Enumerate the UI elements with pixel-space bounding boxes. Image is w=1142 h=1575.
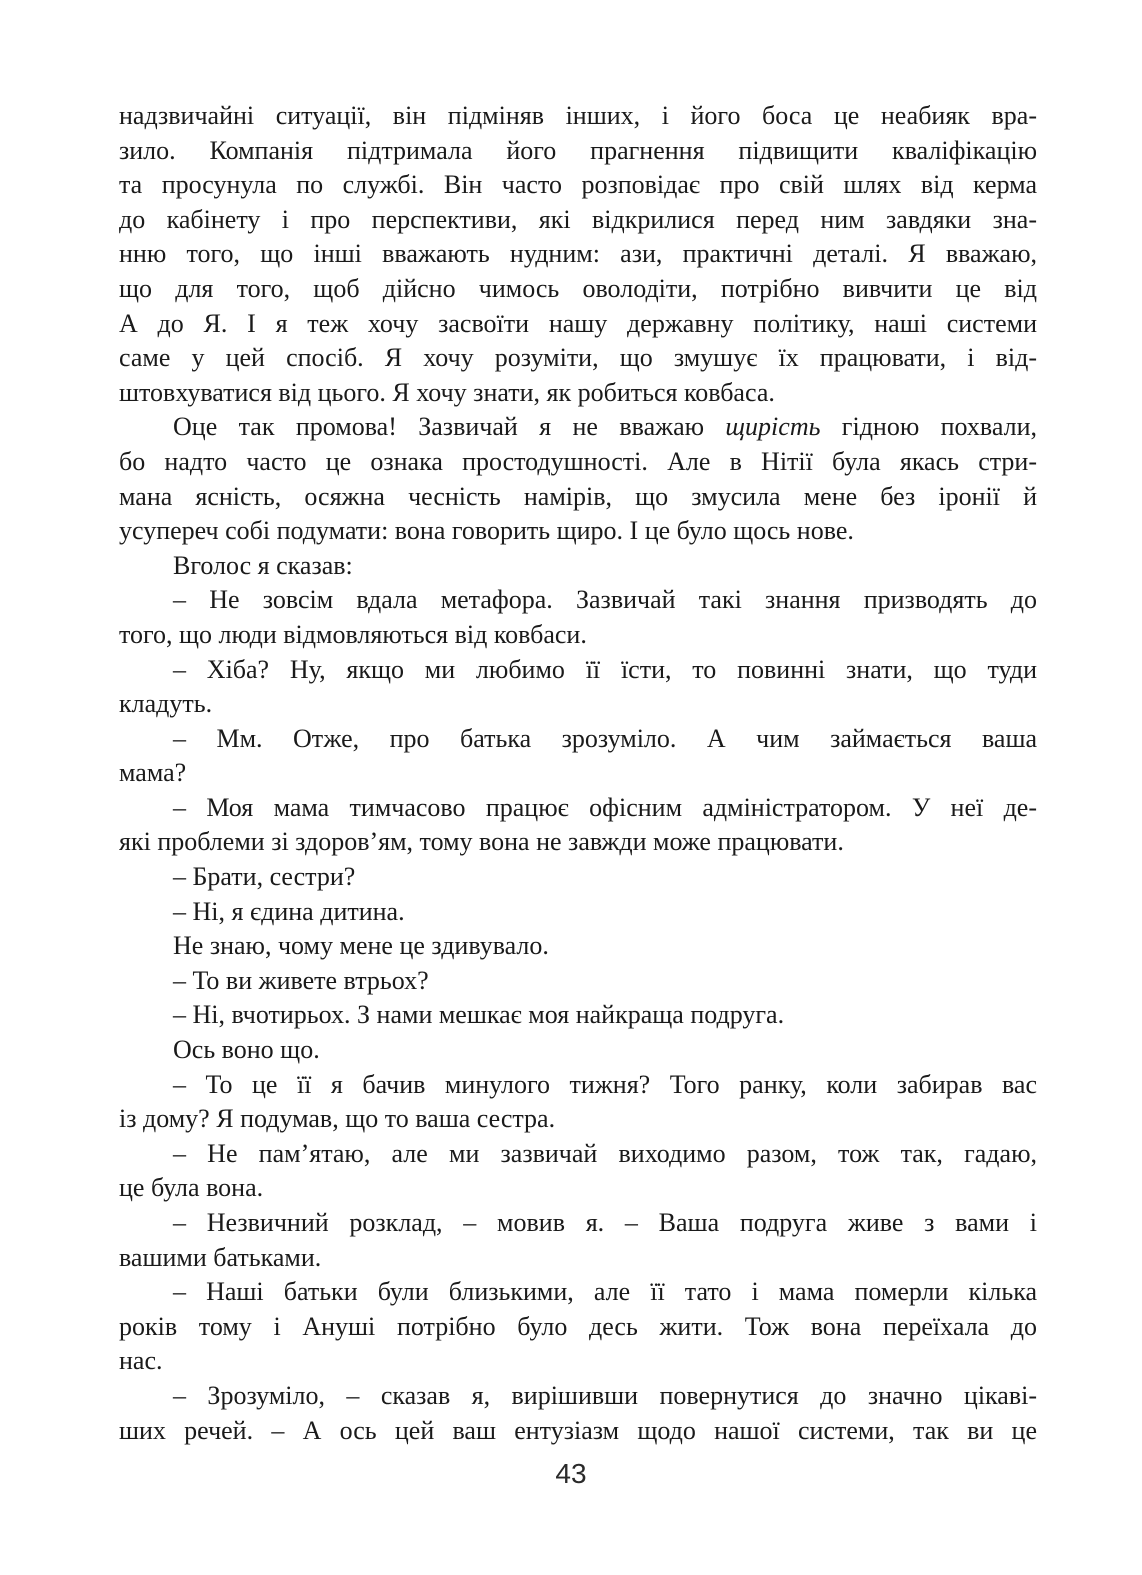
- paragraph: [119, 964, 1037, 999]
- paragraph: [119, 860, 1037, 895]
- text-line: Оце так промова! Зазвичай я не вважаю щирість гідною похвали,: [173, 412, 1038, 442]
- text-line: усупереч собі подумати: вона говорить щиро. І це було щось нове.: [119, 516, 854, 546]
- paragraph: [119, 998, 1037, 1033]
- text-line: мана ясність, осяжна чесність намірів, що змусила мене без іронії й: [119, 481, 1037, 511]
- text-line: Не знаю, чому мене це здивувало.: [173, 931, 549, 961]
- text-line: зило. Компанія підтримала його прагнення підвищити кваліфікацію: [119, 135, 1037, 165]
- italic-text: щирість: [725, 412, 821, 442]
- text-line: ших речей. – А ось цей ваш ентузіазм щодо нашої системи, так ви це: [119, 1415, 1037, 1445]
- text-line: із дому? Я подумав, що то ваша сестра.: [119, 1104, 556, 1134]
- text-line: Ось воно що.: [173, 1035, 320, 1065]
- text-line: – Не пам’ятаю, але ми зазвичай виходимо разом, тож так, гадаю,: [173, 1138, 1037, 1168]
- text-line: – То ви живете втрьох?: [173, 965, 429, 995]
- text-line: того, що люди відмовляються від ковбаси.: [119, 619, 587, 649]
- text-line: А до Я. І я теж хочу засвоїти нашу державну політику, наші системи: [119, 308, 1037, 338]
- text-line: надзвичайні ситуації, він підміняв інших, і його боса це неабияк вра-: [119, 101, 1037, 130]
- text-line: це була вона.: [119, 1173, 264, 1203]
- text-line: – Зрозуміло, – сказав я, вирішивши повернутися до значно цікаві-: [173, 1380, 1037, 1410]
- paragraph: [119, 653, 1037, 722]
- text-line: нас.: [119, 1346, 163, 1376]
- paragraph: [119, 1068, 1037, 1137]
- text-line: кладуть.: [119, 689, 213, 719]
- text-line: саме у цей спосіб. Я хочу розуміти, що змушує їх працювати, і від-: [119, 343, 1037, 373]
- text-line: років тому і Ануші потрібно було десь жити. Тож вона переїхала до: [119, 1311, 1037, 1341]
- paragraph: [119, 99, 1037, 410]
- text-line: та просунула по службі. Він часто розповідає про свій шлях від керма: [119, 170, 1037, 200]
- paragraph: [119, 410, 1037, 548]
- paragraph: [119, 1206, 1037, 1275]
- text-line: – Мм. Отже, про батька зрозуміло. А чим займається ваша: [173, 723, 1037, 753]
- paragraph: [119, 895, 1037, 930]
- paragraph: [119, 1137, 1037, 1206]
- text-line: мама?: [119, 758, 187, 788]
- page-text: [119, 99, 1037, 1448]
- text-line: – Ні, вчотирьох. З нами мешкає моя найкраща подруга.: [173, 1000, 785, 1030]
- paragraph: [119, 722, 1037, 791]
- text-line: вашими батьками.: [119, 1242, 322, 1272]
- text-line: – Хіба? Ну, якщо ми любимо її їсти, то повинні знати, що туди: [173, 654, 1037, 684]
- page-number: 43: [555, 1458, 587, 1489]
- paragraph: [119, 583, 1037, 652]
- text-line: які проблеми зі здоров’ям, тому вона не завжди може працювати.: [119, 827, 844, 857]
- text-line: що для того, щоб дійсно чимось оволодіти, потрібно вивчити це від: [119, 273, 1037, 303]
- text-line: – Брати, сестри?: [173, 862, 356, 892]
- text-line: до кабінету і про перспективи, які відкрилися перед ним завдяки зна-: [119, 204, 1037, 234]
- text-line: – Ні, я єдина дитина.: [173, 896, 405, 926]
- text-line: – Незвичний розклад, – мовив я. – Ваша подруга живе з вами і: [173, 1208, 1037, 1237]
- text-line: – Моя мама тимчасово працює офісним адміністратором. У неї де-: [173, 792, 1037, 822]
- text-line: – Наші батьки були близькими, але її тато і мама померли кілька: [173, 1277, 1037, 1307]
- text-line: – Не зовсім вдала метафора. Зазвичай такі знання призводять до: [173, 585, 1037, 615]
- text-line: нню того, що інші вважають нудним: ази, практичні деталі. Я вважаю,: [119, 239, 1037, 269]
- text-line: штовхуватися від цього. Я хочу знати, як робиться ковбаса.: [119, 377, 775, 407]
- text-line: – То це її я бачив минулого тижня? Того ранку, коли забирав вас: [173, 1069, 1037, 1099]
- text-line: Вголос я сказав:: [173, 550, 353, 580]
- paragraph: [119, 1379, 1037, 1448]
- paragraph: [119, 549, 1037, 584]
- paragraph: [119, 929, 1037, 964]
- text-line: бо надто часто це ознака простодушності. Але в Нітії була якась стри-: [119, 446, 1037, 476]
- paragraph: [119, 791, 1037, 860]
- paragraph: [119, 1275, 1037, 1379]
- paragraph: [119, 1033, 1037, 1068]
